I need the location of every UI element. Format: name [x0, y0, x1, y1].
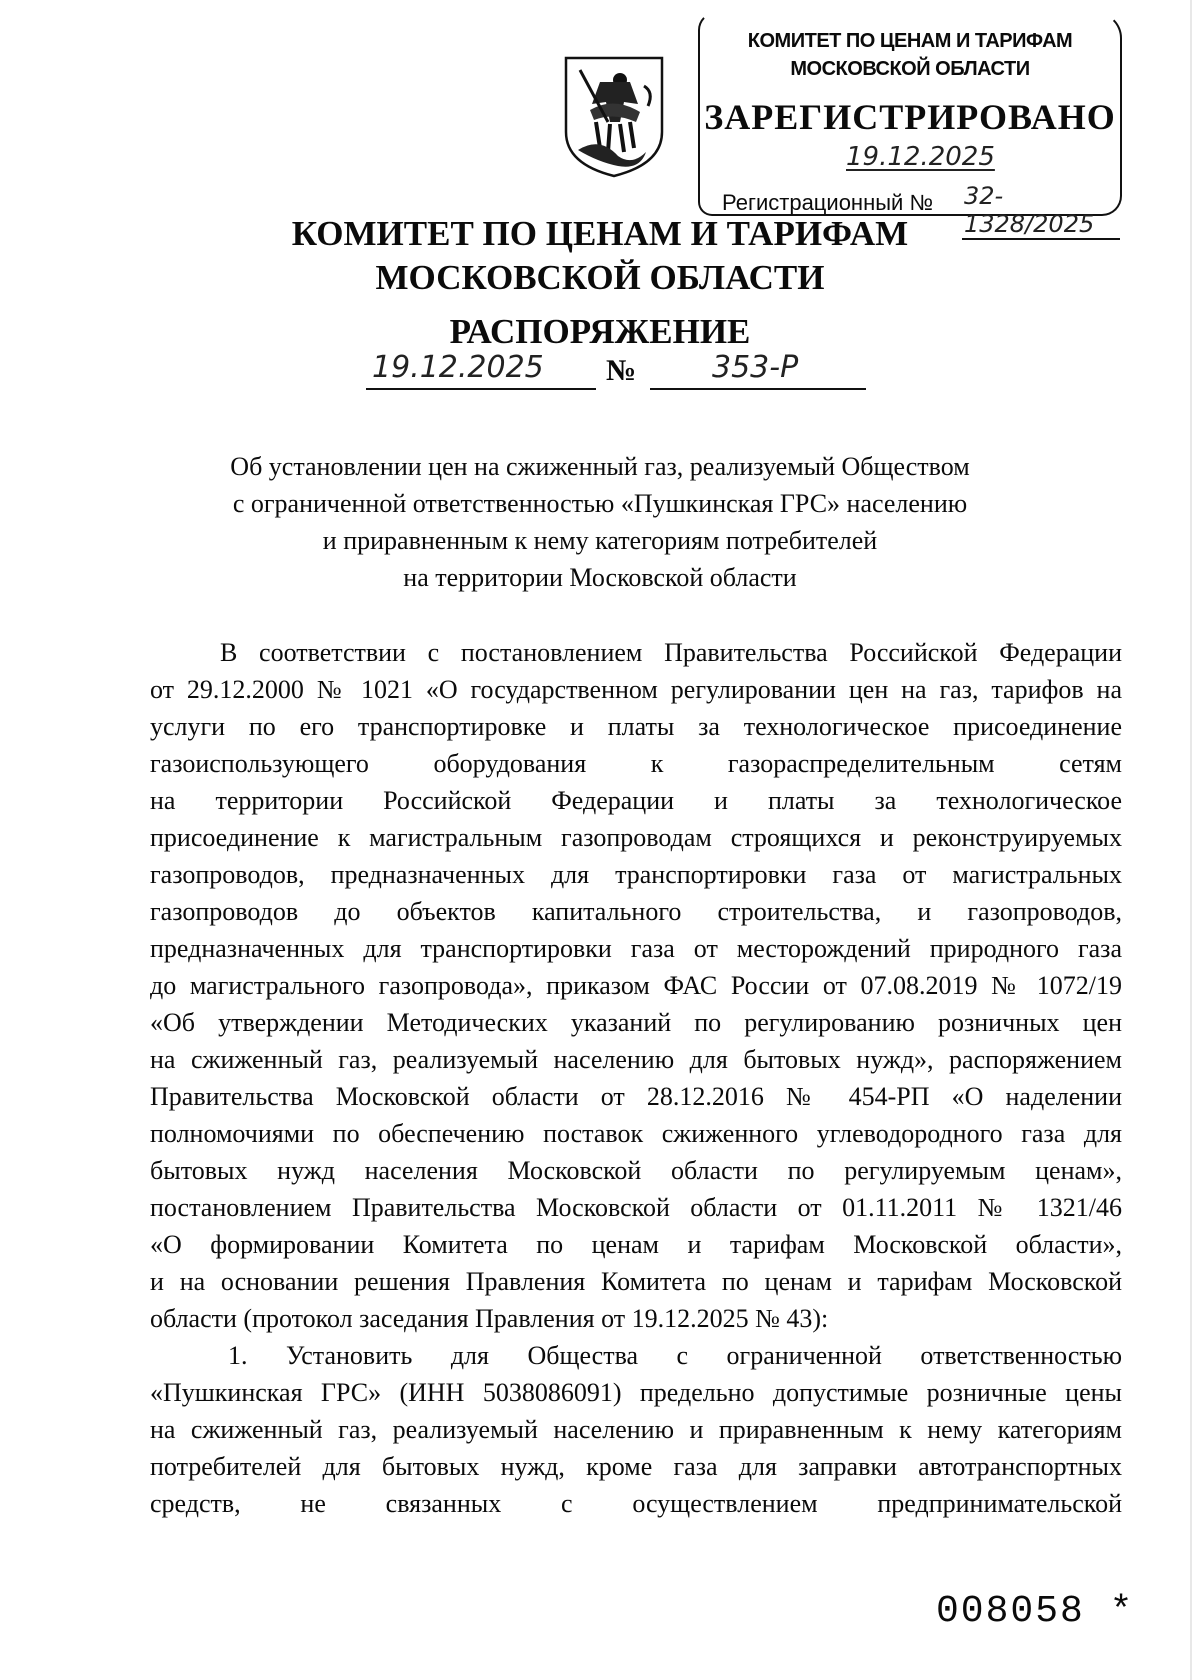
document-body — [150, 634, 1122, 1522]
subject-line: с ограниченной ответственностью «Пушкинская ГРС» населению — [232, 489, 968, 518]
body-line: на сжиженный газ, реализуемый населению для бытовых нужд», распоряжением — [150, 1045, 1122, 1074]
org-title-line2: МОСКОВСКОЙ ОБЛАСТИ — [375, 258, 825, 297]
body-line: услуги по его транспортировке и платы за технологическое присоединение — [150, 712, 1122, 741]
subject-line: Об установлении цен на сжиженный газ, реализуемый Обществом — [230, 452, 970, 481]
body-line: присоединение к магистральным газопроводам строящихся и реконструируемых — [150, 823, 1122, 852]
body-line: от 29.12.2000 № 1021 «О государственном регулировании цен на газ, тарифов на — [150, 675, 1122, 704]
number-sign: № — [606, 354, 637, 387]
document-type: РАСПОРЯЖЕНИЕ — [449, 312, 751, 351]
body-line: бытовых нужд населения Московской области по регулируемым ценам», — [150, 1156, 1122, 1185]
org-title-line1: КОМИТЕТ ПО ЦЕНАМ И ТАРИФАМ — [291, 214, 909, 253]
body-line: потребителей для бытовых нужд, кроме газа для заправки автотранспортных — [150, 1452, 1122, 1481]
body-line: области (протокол заседания Правления от 19.12.2025 № 43): — [150, 1304, 829, 1333]
document-date: 19.12.2025 — [372, 350, 544, 385]
body-line: газопроводов до объектов капитального строительства, и газопроводов, — [150, 897, 1122, 926]
stamp-status: ЗАРЕГИСТРИРОВАНО — [704, 97, 1116, 137]
coat-of-arms-icon — [560, 52, 668, 180]
body-line: Правительства Московской области от 28.12.2016 № 454-РП «О наделении — [150, 1082, 1122, 1111]
subject-line: на территории Московской области — [403, 563, 797, 592]
body-line: газоиспользующего оборудования к газораспределительным сетям — [150, 749, 1122, 778]
stamp-reg-number: 32-1328/2025 — [962, 182, 1120, 240]
body-line: «О формировании Комитета по ценам и тарифам Московской области», — [150, 1230, 1122, 1259]
document-subject — [150, 448, 1050, 596]
body-line: постановлением Правительства Московской области от 01.11.2011 № 1321/46 — [150, 1193, 1122, 1222]
body-line: полномочиями по обеспечению поставок сжиженного углеводородного газа для — [150, 1119, 1122, 1148]
scan-edge-divider — [1190, 0, 1192, 1680]
body-line: до магистрального газопровода», приказом ФАС России от 07.08.2019 № 1072/19 — [150, 971, 1122, 1000]
body-line: «Об утверждении Методических указаний по регулированию розничных цен — [150, 1008, 1122, 1037]
body-line: 1. Установить для Общества с ограниченной ответственностью — [228, 1341, 1122, 1370]
serial-number: 008058 * — [936, 1590, 1135, 1633]
body-line: на территории Российской Федерации и платы за технологическое — [150, 786, 1122, 815]
stamp-org-line1: КОМИТЕТ ПО ЦЕНАМ И ТАРИФАМ — [747, 30, 1073, 52]
subject-line: и приравненным к нему категориям потребителей — [322, 526, 878, 555]
registration-stamp — [698, 12, 1122, 238]
document-number: 353-Р — [712, 350, 799, 385]
body-line: В соответствии с постановлением Правительства Российской Федерации — [220, 638, 1122, 667]
stamp-reg-label: Регистрационный № — [722, 190, 934, 215]
stamp-date: 19.12.2025 — [846, 142, 995, 172]
body-line: и на основании решения Правления Комитета по ценам и тарифам Московской — [150, 1267, 1122, 1296]
stamp-org-line2: МОСКОВСКОЙ ОБЛАСТИ — [790, 58, 1030, 80]
body-line: газопроводов, предназначенных для транспортировки газа от магистральных — [150, 860, 1122, 889]
body-line: на сжиженный газ, реализуемый населению и приравненным к нему категориям — [150, 1415, 1122, 1444]
body-line: «Пушкинская ГРС» (ИНН 5038086091) предельно допустимые розничные цены — [150, 1378, 1122, 1407]
body-line: предназначенных для транспортировки газа от месторождений природного газа — [150, 934, 1122, 963]
body-line: средств, не связанных с осуществлением предпринимательской — [150, 1489, 1122, 1518]
